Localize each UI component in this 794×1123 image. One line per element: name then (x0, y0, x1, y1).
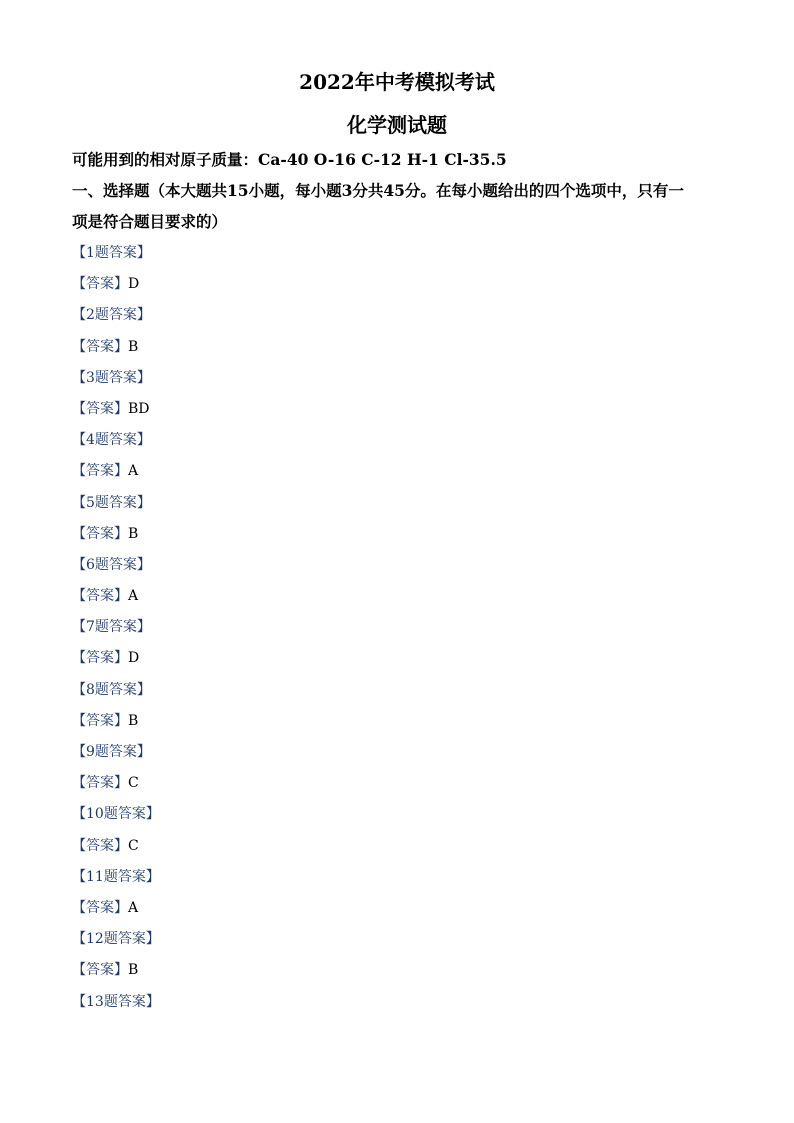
answer-line (72, 273, 722, 304)
answer-list (72, 242, 722, 1022)
atomic-masses-note: 可能用到的相对原子质量：Ca-40 O-16 C-12 H-1 Cl-35.5 (72, 150, 507, 169)
answer-line (72, 835, 722, 866)
answer-tag: 【答案】 (72, 837, 128, 854)
answer-line (72, 398, 722, 429)
answer-value: C (128, 775, 139, 792)
question-heading: 【13题答案】 (72, 993, 160, 1010)
question-heading: 【12题答案】 (72, 931, 160, 948)
question-heading: 【6题答案】 (72, 556, 151, 573)
question-heading: 【9题答案】 (72, 744, 151, 760)
answer-value: BD (128, 400, 150, 417)
question-heading: 【2题答案】 (72, 307, 151, 324)
answer-value: B (128, 525, 139, 542)
answer-tag: 【答案】 (72, 712, 128, 729)
answer-line (72, 523, 722, 554)
answer-value: D (128, 276, 140, 293)
answer-value: A (128, 899, 139, 916)
answer-line (72, 585, 722, 616)
answer-line (72, 460, 722, 491)
answer-tag: 【答案】 (72, 899, 128, 916)
answer-value: B (128, 962, 139, 979)
question-heading: 【4题答案】 (72, 432, 151, 449)
answer-value: A (128, 588, 139, 605)
answer-tag: 【答案】 (72, 775, 128, 792)
question-heading: 【11题答案】 (72, 868, 160, 885)
answer-value: B (128, 338, 139, 355)
exam-subtitle: 化学测试题 (347, 113, 447, 137)
question-heading: 【10题答案】 (72, 806, 160, 823)
answer-line (72, 647, 722, 678)
answer-tag: 【答案】 (72, 463, 128, 480)
answer-tag: 【答案】 (72, 400, 128, 417)
question-heading: 【1题答案】 (72, 245, 151, 261)
answer-value: D (128, 650, 140, 667)
answer-tag: 【答案】 (72, 338, 128, 355)
answer-value: A (128, 463, 139, 480)
answer-tag: 【答案】 (72, 276, 128, 293)
section-instructions-line2: 项是符合题目要求的） (72, 212, 228, 231)
answer-line (72, 772, 722, 803)
answer-line (72, 897, 722, 928)
question-heading: 【7题答案】 (72, 619, 151, 636)
answer-tag: 【答案】 (72, 962, 128, 979)
question-heading: 【5题答案】 (72, 494, 151, 511)
exam-title: 2022年中考模拟考试 (299, 70, 495, 94)
answer-tag: 【答案】 (72, 525, 128, 542)
section-instructions-line1: 一、选择题（本大题共15小题，每小题3分共45分。在每小题给出的四个选项中，只有一 (72, 181, 684, 200)
answer-line (72, 710, 722, 741)
answer-value: C (128, 837, 139, 854)
answer-line (72, 336, 722, 367)
answer-tag: 【答案】 (72, 588, 128, 605)
answer-value: B (128, 712, 139, 729)
question-heading: 【3题答案】 (72, 369, 151, 386)
answer-tag: 【答案】 (72, 650, 128, 667)
question-heading: 【8题答案】 (72, 681, 151, 698)
answer-line (72, 959, 722, 990)
